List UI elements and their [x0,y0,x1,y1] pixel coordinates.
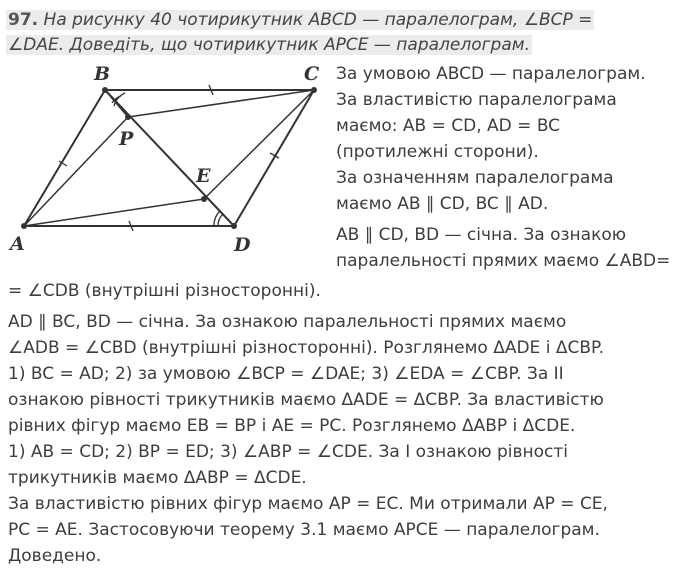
solution-line: трикутників маємо ΔABP = ΔCDE. [8,468,307,488]
solution-line: AB ∥ CD, BD — січна. За ознакою [336,225,627,245]
solution-line: ∠ADB = ∠CBD (внутрішні різносторонні). Розглянемо ΔADE і ΔCBP. [8,338,604,358]
label-a: A [10,233,25,255]
point-d [231,223,237,229]
problem-text-1: На рисунку 40 чотирикутник ABCD — паралелограм, ∠BCP = [43,10,593,30]
problem-number: 97. [8,10,39,30]
solution-line: маємо AB ∥ CD, BC ∥ AD. [336,194,549,214]
point-p [125,114,131,120]
solution-line: паралельності прямих маємо ∠ABD= [336,251,671,271]
point-e [201,196,207,202]
solution-line: ознакою рівності трикутників маємо ΔADE = ΔCBP. За властивістю [8,390,604,410]
problem-statement [6,8,686,58]
solution-line: маємо: AB = CD, AD = BC [336,116,561,136]
solution-line: 1) BC = AD; 2) за умовою ∠BCP = ∠DAE; 3) ∠EDA = ∠CBP. За II [8,364,564,384]
solution-line: = ∠CDB (внутрішні різносторонні). [8,281,321,301]
solution-line: За означенням паралелограма [336,168,614,188]
segment-ap [24,117,128,226]
point-c [311,87,317,93]
angle-arc-d [218,214,223,226]
label-b: B [94,63,111,85]
label-c: C [304,63,320,85]
segment-bp [105,90,128,117]
solution-line: 1) AB = CD; 2) BP = ED; 3) ∠ABP = ∠CDE. За I ознакою рівності [8,442,569,462]
problem-line-1 [6,10,594,30]
problem-line-2: ∠DAE. Доведіть, що чотирикутник APCE — паралелограм. [8,35,530,55]
solution-line: PC = AE. Застосовуючи теорему 3.1 маємо APCE — паралелограм. [8,520,600,540]
parallelogram-diagram [4,58,330,268]
solution-full-width [8,278,692,569]
solution-right-column [336,61,692,274]
solution-line: (протилежні сторони). [336,142,539,162]
point-b [102,87,108,93]
segment-pc [128,90,314,117]
solution-line: За властивістю паралелограма [336,90,617,110]
solution-line: За властивістю рівних фігур маємо AP = EC. Ми отримали AP = CE, [8,494,608,514]
segment-ae [24,199,204,226]
solution-line: AD ∥ BC, BD — січна. За ознакою паралельності прямих маємо [8,312,567,332]
geometry-figure [4,58,330,268]
solution-line: Доведено. [8,546,102,566]
label-p: P [119,128,134,150]
solution-line: рівних фігур маємо EB = BP і AE = PC. Розглянемо ΔABP і ΔCDE. [8,416,576,436]
solution-line: За умовою ABCD — паралелограм. [336,64,646,84]
label-d: D [234,234,251,256]
label-e: E [196,165,211,187]
point-a [21,223,27,229]
